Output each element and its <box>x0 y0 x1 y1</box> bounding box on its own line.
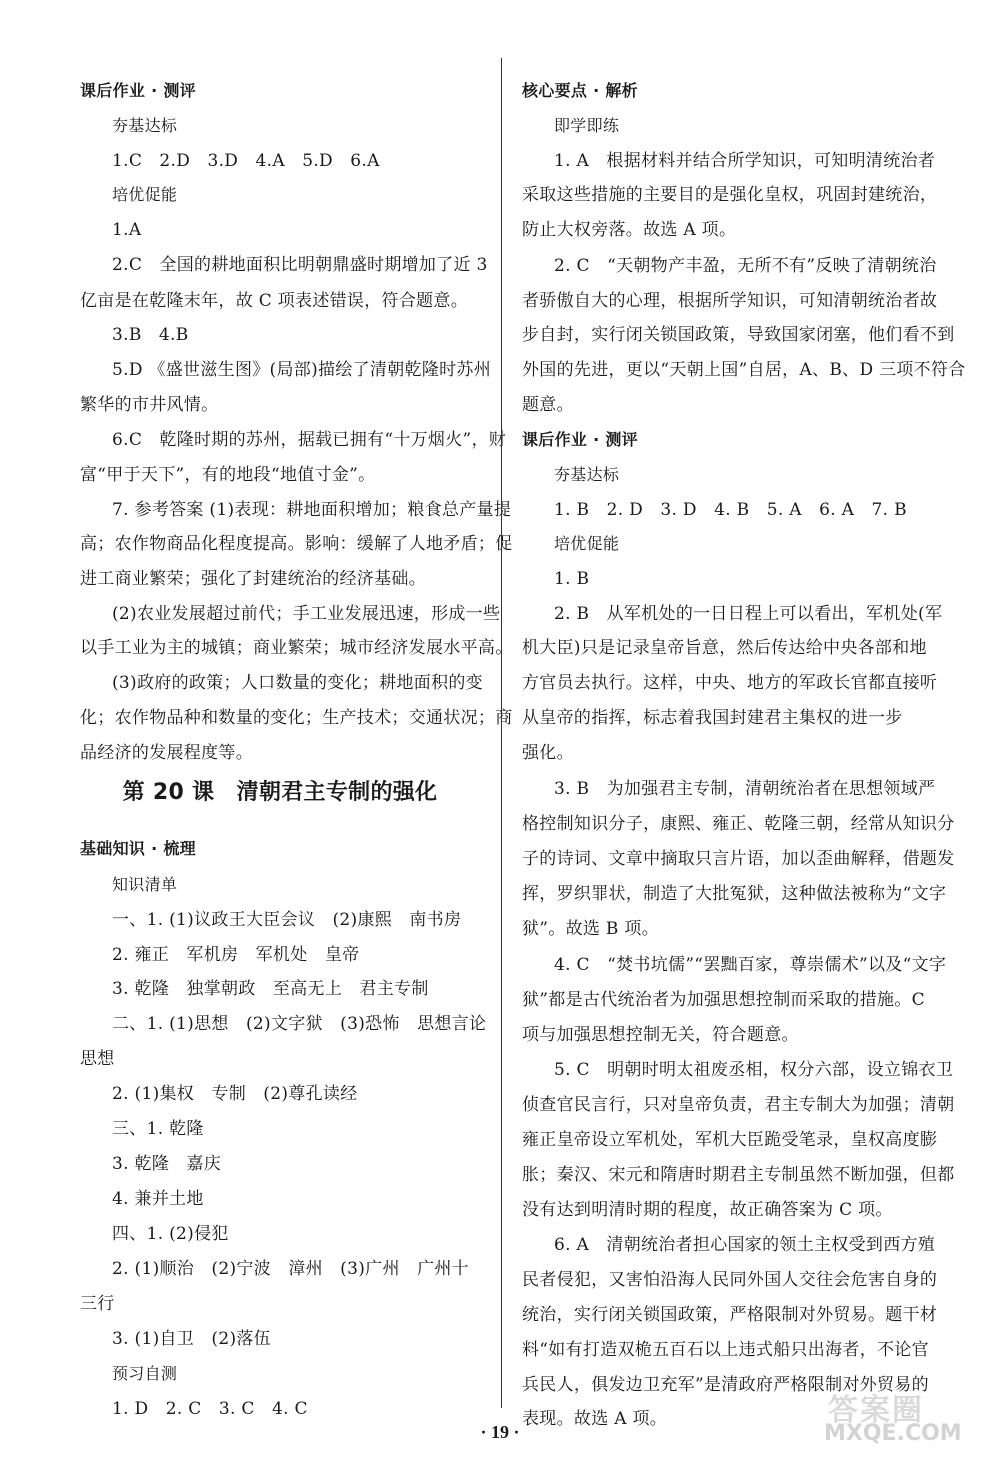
answer-line: 6.C 乾隆时期的苏州，据载已拥有“十万烟火”，财 <box>112 430 507 450</box>
answer-line: 7. 参考答案 (1)表现：耕地面积增加；粮食总产量提 <box>112 500 512 520</box>
column-divider <box>501 58 502 1408</box>
text-line: 挥，罗织罪状，制造了大批冤狱，这种做法被称为“文字 <box>522 884 947 904</box>
answer-line: 1. B 2. D 3. D 4. B 5. A 6. A 7. B <box>554 500 907 520</box>
answer-line: 2. 雍正 军机房 军机处 皇帝 <box>112 945 360 965</box>
text-line: 步自封，实行闭关锁国政策，导致国家闭塞，他们看不到 <box>522 325 955 345</box>
answer-line: 2. (1)顺治 (2)宁波 漳州 (3)广州 广州十 <box>112 1259 469 1279</box>
text-line: 高；农作物商品化程度提高。影响：缓解了人地矛盾；促 <box>80 534 513 554</box>
text-line: 侦查官民言行，只对皇帝负责，君主专制大为加强；清朝 <box>522 1095 955 1115</box>
watermark-text: 答案圈 <box>828 1393 924 1428</box>
text-line: 采取这些措施的主要目的是强化皇权，巩固封建统治， <box>522 185 938 205</box>
text-line: 者骄傲自大的心理，根据所学知识，可知清朝统治者故 <box>522 291 938 311</box>
answer-line: 2. C “天朝物产丰盈，无所不有”反映了清朝统治 <box>554 256 937 276</box>
text-line: 料“如有打造双桅五百石以上违式船只出海者，不论官 <box>522 1340 929 1360</box>
answer-line: 6. A 清朝统治者担心国家的领土主权受到西方殖 <box>554 1235 936 1255</box>
text-line: 没有达到明清时期的程度，故正确答案为 C 项。 <box>522 1200 893 1220</box>
answer-line: 四、1. (2)侵犯 <box>112 1224 229 1244</box>
text-line: 子的诗词、文章中摘取只言片语，加以歪曲解释，借题发 <box>522 849 955 869</box>
answer-line: (2)农业发展超过前代；手工业发展迅速，形成一些 <box>112 604 501 624</box>
answer-line: 3.B 4.B <box>112 325 189 345</box>
text-line: 机大臣)只是记录皇帝旨意，然后传达给中央各部和地 <box>522 638 927 658</box>
subsection-heading: 即学即练 <box>554 116 620 135</box>
text-line: 表现。故选 A 项。 <box>522 1409 668 1429</box>
answer-line: 3. B 为加强君主专制，清朝统治者在思想领域严 <box>554 779 936 799</box>
section-heading: 基础知识 · 梳理 <box>80 839 196 858</box>
text-line: 民者侵犯，又害怕沿海人民同外国人交往会危害自身的 <box>522 1270 938 1290</box>
text-line: 狱”。故选 B 项。 <box>522 919 659 939</box>
text-line: 防止大权旁落。故选 A 项。 <box>522 220 737 240</box>
answer-line: 三、1. 乾隆 <box>112 1119 204 1139</box>
text-line: 品经济的发展程度等。 <box>80 743 253 763</box>
text-line: 兵民人，俱发边卫充军”是清政府严格限制对外贸易的 <box>522 1375 929 1395</box>
answer-line: 5.D 《盛世滋生图》(局部)描绘了清朝乾隆时苏州 <box>112 360 492 380</box>
section-heading: 课后作业 · 测评 <box>80 81 196 100</box>
watermark-logo <box>820 1385 980 1445</box>
text-line: 三行 <box>80 1294 115 1314</box>
subsection-heading: 知识清单 <box>112 875 178 894</box>
subsection-heading: 夯基达标 <box>554 465 620 484</box>
answer-line: 1.C 2.D 3.D 4.A 5.D 6.A <box>112 151 380 171</box>
subsection-heading: 培优促能 <box>554 534 620 553</box>
page-number: · 19 · <box>480 1422 520 1442</box>
answer-line: 4. C “焚书坑儒”“罢黜百家，尊崇儒术”以及“文字 <box>554 955 947 975</box>
answer-line: 3. 乾隆 独掌朝政 至高无上 君主专制 <box>112 979 429 999</box>
answer-line: 2.C 全国的耕地面积比明朝鼎盛时期增加了近 3 <box>112 255 488 275</box>
text-line: 繁华的市井风情。 <box>80 395 219 415</box>
text-line: 狱”都是古代统治者为加强思想控制而采取的措施。C <box>522 990 925 1010</box>
section-heading: 课后作业 · 测评 <box>522 430 638 449</box>
text-line: 雍正皇帝设立军机处，军机大臣跪受笔录，皇权高度膨 <box>522 1130 938 1150</box>
text-line: 方官员去执行。这样，中央、地方的军政长官都直接听 <box>522 673 938 693</box>
text-line: 思想 <box>80 1049 115 1069</box>
subsection-heading: 培优促能 <box>112 185 178 204</box>
text-line: 进工商业繁荣；强化了封建统治的经济基础。 <box>80 569 426 589</box>
text-line: 题意。 <box>522 395 574 415</box>
answer-line: 2. B 从军机处的一日日程上可以看出，军机处(军 <box>554 604 943 624</box>
answer-line: (3)政府的政策；人口数量的变化；耕地面积的变 <box>112 673 483 693</box>
text-line: 富“甲于天下”，有的地段“地值寸金”。 <box>80 465 376 485</box>
answer-line: 3. 乾隆 嘉庆 <box>112 1154 222 1174</box>
answer-line: 3. (1)自卫 (2)落伍 <box>112 1329 271 1349</box>
text-line: 项与加强思想控制无关，符合题意。 <box>522 1025 799 1045</box>
answer-line: 1. D 2. C 3. C 4. C <box>112 1399 308 1419</box>
section-heading: 核心要点 · 解析 <box>522 81 638 100</box>
text-line: 化；农作物品种和数量的变化；生产技术；交通状况；商 <box>80 708 513 728</box>
answer-line: 2. (1)集权 专制 (2)尊孔读经 <box>112 1084 358 1104</box>
watermark-url: MXQE.COM <box>824 1421 962 1446</box>
text-line: 胀；秦汉、宋元和隋唐时期君主专制虽然不断加强，但都 <box>522 1165 955 1185</box>
text-line: 格控制知识分子，康熙、雍正、乾隆三朝，经常从知识分 <box>522 814 955 834</box>
text-line: 以手工业为主的城镇；商业繁荣；城市经济发展水平高。 <box>80 638 513 658</box>
text-line: 强化。 <box>522 743 574 763</box>
text-line: 亿亩是在乾隆末年，故 C 项表述错误，符合题意。 <box>80 291 469 311</box>
answer-line: 4. 兼并土地 <box>112 1189 204 1209</box>
subsection-heading: 夯基达标 <box>112 116 178 135</box>
answer-line: 1.A <box>112 220 142 240</box>
text-line: 外国的先进，更以“天朝上国”自居，A、B、D 三项不符合 <box>522 360 966 380</box>
answer-line: 一、1. (1)议政王大臣会议 (2)康熙 南书房 <box>112 910 462 930</box>
answer-line: 1. B <box>554 569 590 589</box>
answer-line: 5. C 明朝时明太祖废丞相，权分六部，设立锦衣卫 <box>554 1060 954 1080</box>
text-line: 统治，实行闭关锁国政策，严格限制对外贸易。题干材 <box>522 1305 938 1325</box>
text-line: 从皇帝的指挥，标志着我国封建君主集权的进一步 <box>522 708 903 728</box>
subsection-heading: 预习自测 <box>112 1364 178 1383</box>
answer-line: 1. A 根据材料并结合所学知识，可知明清统治者 <box>554 151 936 171</box>
answer-line: 二、1. (1)思想 (2)文字狱 (3)恐怖 思想言论 <box>112 1014 487 1034</box>
lesson-title: 第 20 课 清朝君主专制的强化 <box>122 780 438 805</box>
